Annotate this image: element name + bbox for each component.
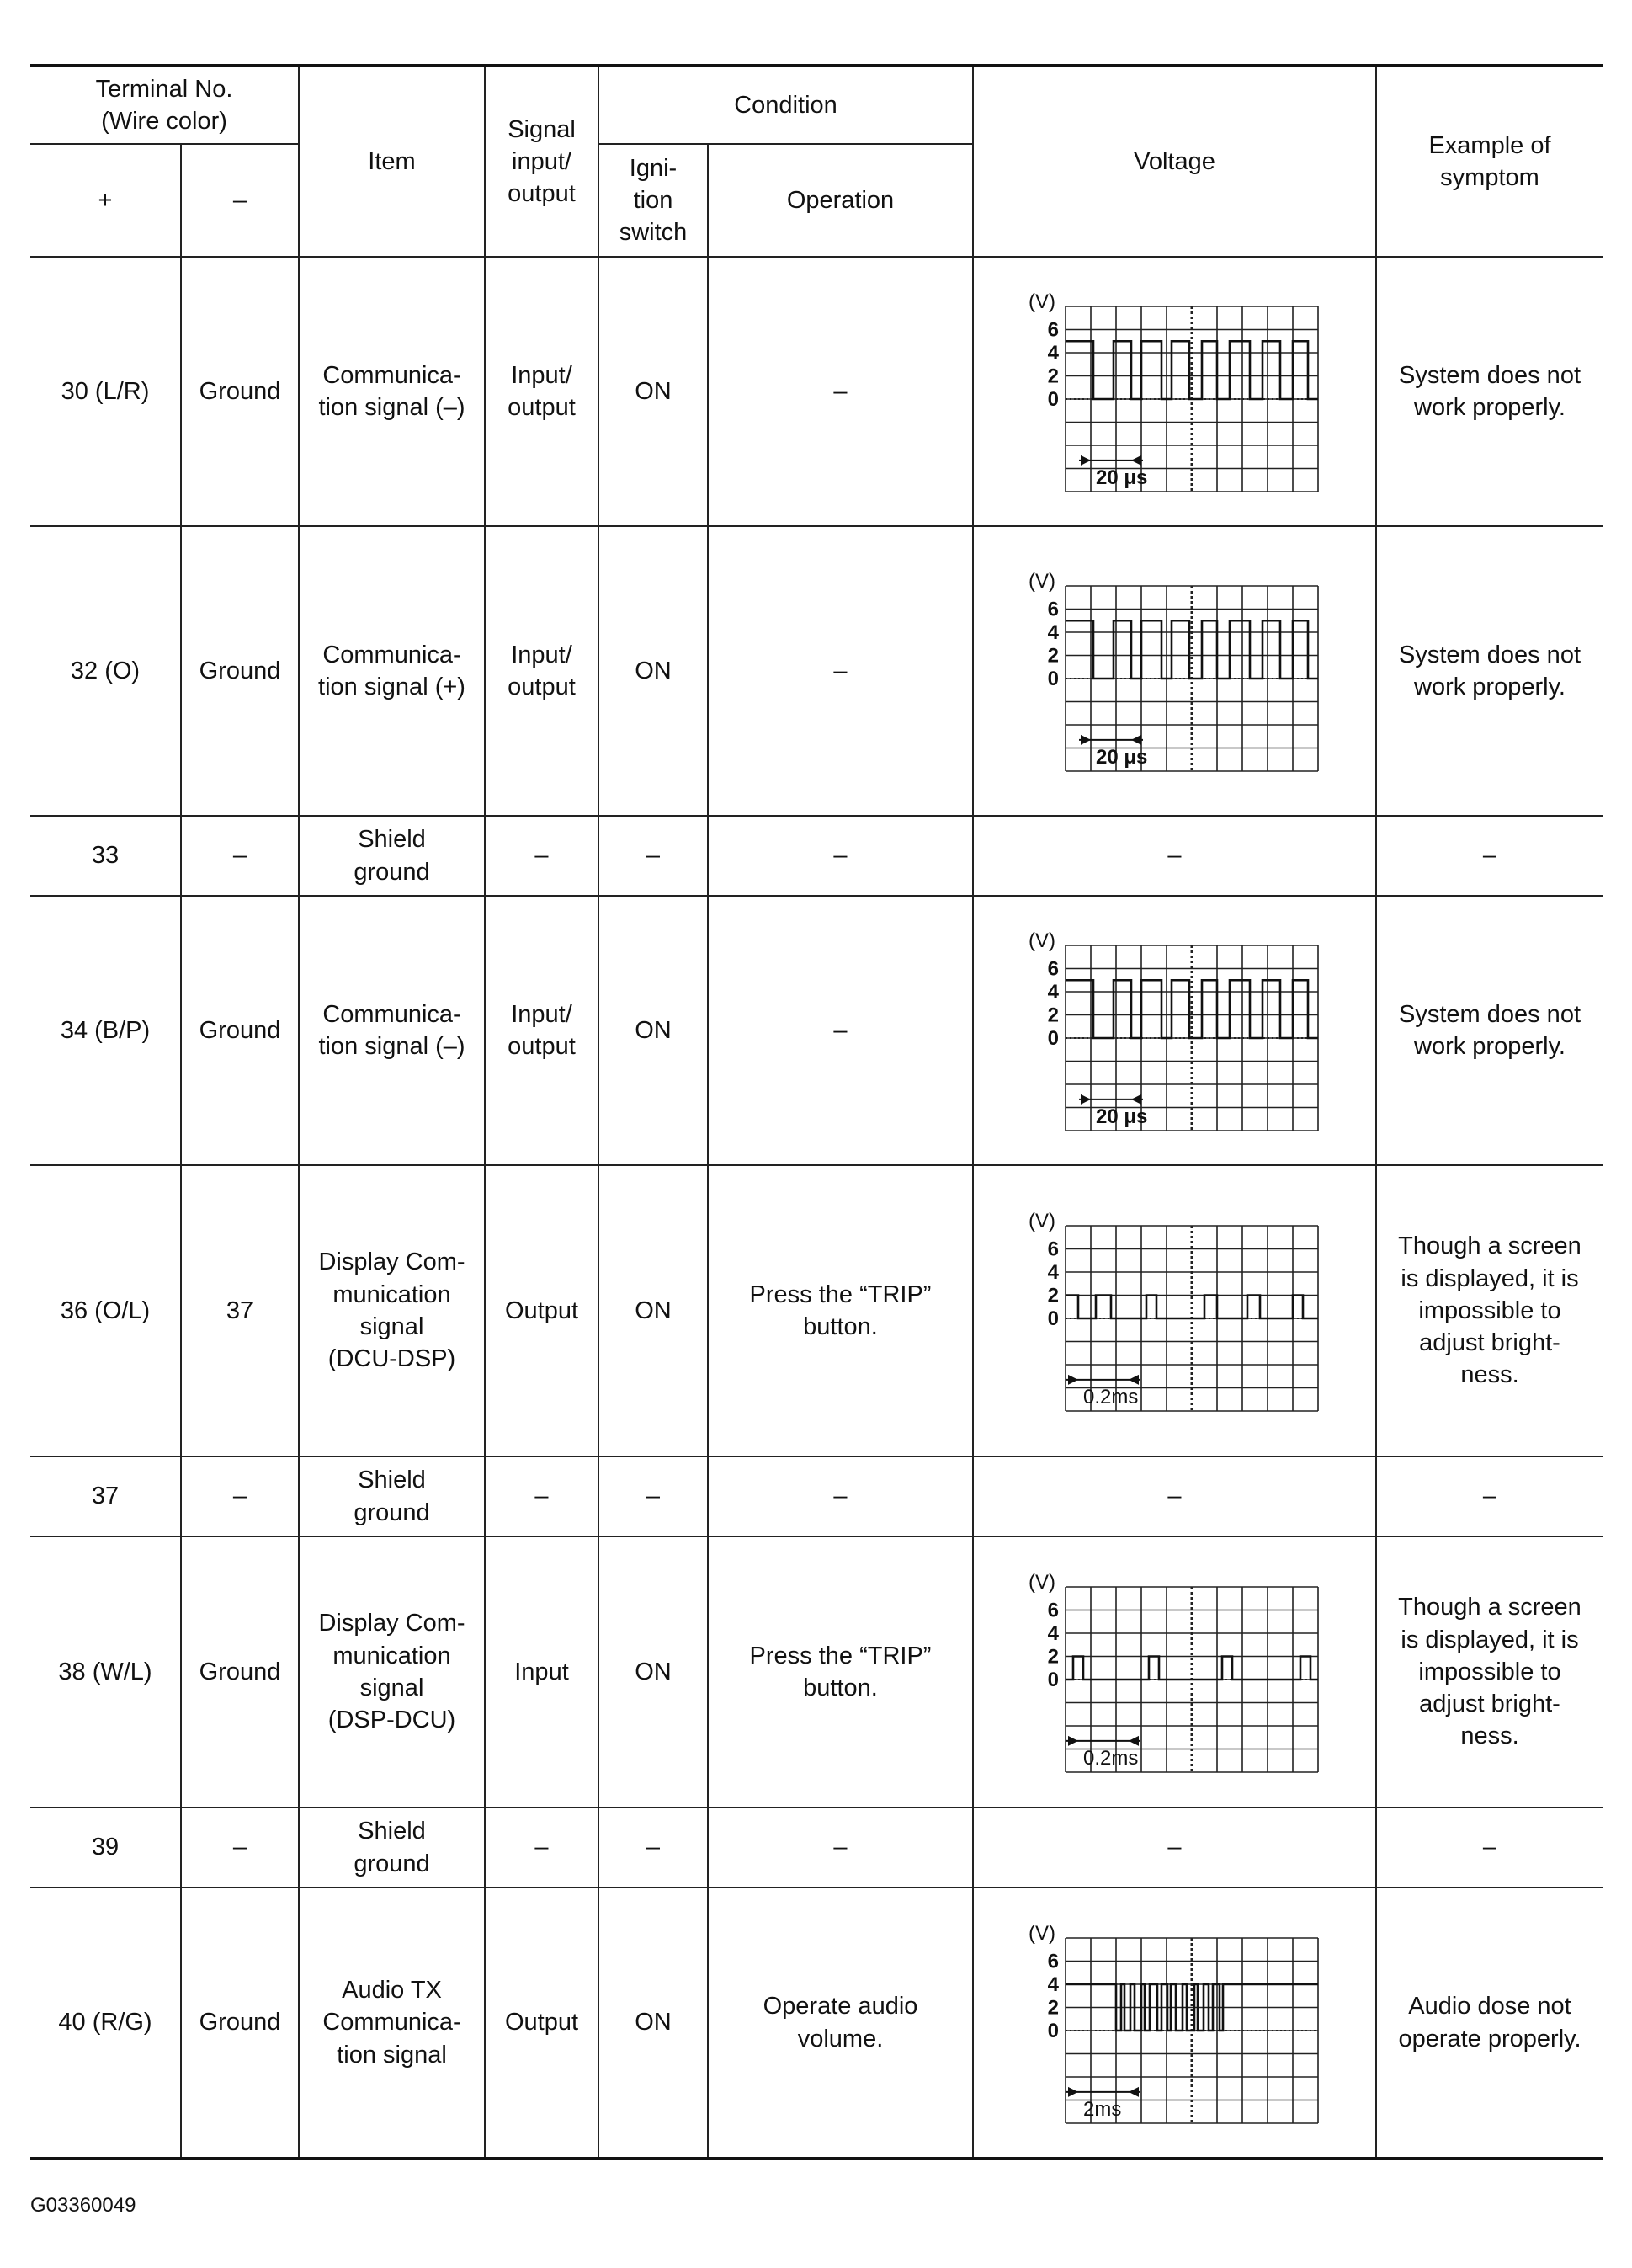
symptom-text: Though a screen is displayed, it is impossible to adjust bright- ness.: [1398, 1232, 1581, 1389]
operation-text: Operate audio volume.: [763, 1993, 918, 2052]
wave-y-tick: 4: [1047, 1973, 1059, 1996]
wave-y-tick: 6: [1047, 1950, 1059, 1973]
wave-y-tick: 6: [1047, 318, 1059, 342]
wave-y-tick: 2: [1047, 365, 1059, 388]
plus-text: 32 (O): [70, 657, 141, 684]
ignition-text: –: [646, 842, 661, 870]
cell-signal: [485, 1456, 598, 1536]
cell-ignition: [598, 1456, 708, 1536]
wave-y-tick: 4: [1047, 1261, 1059, 1284]
table-row: [30, 816, 1603, 896]
wave-y-tick: 2: [1047, 1004, 1059, 1027]
cell-minus: [181, 526, 299, 816]
header-symptom: Example of symptom: [1376, 66, 1603, 257]
wave-y-tick: 0: [1047, 2019, 1059, 2042]
ignition-text: ON: [635, 1658, 672, 1685]
symptom-text: System does not work properly.: [1399, 641, 1581, 700]
cell-item: [299, 526, 485, 816]
arrow-right-icon: [1068, 1736, 1078, 1746]
symptom-text: –: [1482, 1483, 1497, 1510]
wave-y-unit: (V): [1028, 929, 1055, 952]
cell-ignition: [598, 526, 708, 816]
table-row: [30, 1536, 1603, 1807]
arrow-left-icon: [1129, 1375, 1139, 1385]
plus-text: 39: [91, 1834, 120, 1861]
cell-minus: [181, 1536, 299, 1807]
plus-text: 40 (R/G): [58, 2009, 152, 2036]
arrow-right-icon: [1081, 735, 1091, 745]
voltage-text: –: [1167, 1834, 1182, 1861]
table-row: [30, 896, 1603, 1165]
cell-operation: [708, 1807, 973, 1887]
header-condition: Condition: [598, 66, 973, 144]
signal-text: Input/ output: [508, 1000, 576, 1060]
voltage-waveform: [1015, 1909, 1335, 2137]
header-ignition: Igni- tion switch: [598, 144, 708, 257]
signal-text: Input: [514, 1658, 569, 1685]
voltage-text: –: [1167, 842, 1182, 870]
wave-y-tick: 2: [1047, 1645, 1059, 1669]
signal-text: Input/ output: [508, 361, 576, 421]
plus-text: 38 (W/L): [58, 1658, 152, 1685]
wave-y-tick: 0: [1047, 668, 1059, 690]
cell-item: [299, 1536, 485, 1807]
wave-trace: [1066, 341, 1318, 399]
arrow-right-icon: [1068, 2086, 1078, 2096]
cell-minus: [181, 257, 299, 526]
operation-text: –: [833, 842, 848, 870]
cell-voltage: [973, 1165, 1376, 1456]
arrow-right-icon: [1081, 1094, 1091, 1105]
voltage-waveform: [1015, 557, 1335, 785]
cell-operation: [708, 1165, 973, 1456]
cell-plus: [30, 896, 181, 1165]
symptom-text: Though a screen is displayed, it is impossible to adjust bright- ness.: [1398, 1594, 1581, 1750]
ignition-text: –: [646, 1834, 661, 1861]
cell-plus: [30, 1165, 181, 1456]
table-row: [30, 526, 1603, 816]
cell-symptom: [1376, 257, 1603, 526]
ignition-text: ON: [635, 2009, 672, 2036]
table-row: [30, 1165, 1603, 1456]
cell-symptom: [1376, 896, 1603, 1165]
cell-voltage: [973, 526, 1376, 816]
cell-item: [299, 1165, 485, 1456]
cell-plus: [30, 1807, 181, 1887]
cell-voltage: [973, 1536, 1376, 1807]
table-row: [30, 257, 1603, 526]
cell-plus: [30, 1536, 181, 1807]
wave-y-tick: 0: [1047, 1307, 1059, 1330]
item-text: Display Com- munication signal (DSP-DCU): [318, 1610, 465, 1734]
wave-y-tick: 2: [1047, 644, 1059, 668]
item-text: Shield ground: [354, 1818, 430, 1877]
wave-trace: [1066, 620, 1318, 679]
symptom-text: –: [1482, 842, 1497, 870]
cell-symptom: [1376, 1165, 1603, 1456]
header-signal: Signal input/ output: [485, 66, 598, 257]
operation-text: Press the “TRIP” button.: [749, 1642, 932, 1701]
cell-item: [299, 896, 485, 1165]
wave-time-label: 0.2ms: [1082, 1746, 1138, 1770]
operation-text: –: [833, 657, 848, 684]
signal-text: –: [534, 842, 549, 870]
cell-item: [299, 816, 485, 896]
cell-ignition: [598, 1807, 708, 1887]
wave-time-label: 20 μs: [1095, 466, 1147, 489]
wave-y-tick: 2: [1047, 1284, 1059, 1307]
item-text: Shield ground: [354, 1467, 430, 1526]
wave-y-tick: 6: [1047, 1238, 1059, 1261]
operation-text: –: [833, 1016, 848, 1044]
wave-y-tick: 0: [1047, 388, 1059, 411]
cell-ignition: [598, 1165, 708, 1456]
arrow-left-icon: [1129, 1736, 1139, 1746]
symptom-text: System does not work properly.: [1399, 1000, 1581, 1060]
cell-symptom: [1376, 1456, 1603, 1536]
cell-minus: [181, 1887, 299, 2159]
header-operation: Operation: [708, 144, 973, 257]
wave-y-tick: 0: [1047, 1669, 1059, 1691]
minus-text: Ground: [199, 657, 281, 684]
signal-text: –: [534, 1483, 549, 1510]
cell-symptom: [1376, 526, 1603, 816]
wave-y-unit: (V): [1028, 1571, 1055, 1594]
header-minus: –: [181, 144, 299, 257]
cell-signal: [485, 1536, 598, 1807]
cell-signal: [485, 816, 598, 896]
wave-y-unit: (V): [1028, 290, 1055, 313]
wave-y-tick: 4: [1047, 621, 1059, 644]
symptom-text: –: [1482, 1834, 1497, 1861]
cell-ignition: [598, 816, 708, 896]
cell-signal: [485, 896, 598, 1165]
wave-time-label: 0.2ms: [1082, 1385, 1138, 1408]
table-body: [30, 257, 1603, 2159]
cell-symptom: [1376, 816, 1603, 896]
ignition-text: –: [646, 1483, 661, 1510]
plus-text: 33: [91, 842, 120, 870]
cell-operation: [708, 816, 973, 896]
cell-minus: [181, 896, 299, 1165]
minus-text: Ground: [199, 377, 281, 405]
operation-text: –: [833, 1483, 848, 1510]
header-item: Item: [299, 66, 485, 257]
header-voltage: Voltage: [973, 66, 1376, 257]
ignition-text: ON: [635, 1296, 672, 1324]
wave-y-tick: 6: [1047, 598, 1059, 621]
cell-signal: [485, 526, 598, 816]
minus-text: Ground: [199, 2009, 281, 2036]
cell-operation: [708, 1456, 973, 1536]
cell-minus: [181, 1456, 299, 1536]
voltage-waveform: [1015, 1558, 1335, 1786]
ignition-text: ON: [635, 377, 672, 405]
signal-text: –: [534, 1834, 549, 1861]
cell-voltage: [973, 1807, 1376, 1887]
table-header: [30, 66, 1603, 257]
wave-y-tick: 6: [1047, 957, 1059, 981]
wave-y-unit: (V): [1028, 1921, 1055, 1945]
cell-operation: [708, 1536, 973, 1807]
minus-text: 37: [226, 1296, 254, 1324]
cell-symptom: [1376, 1807, 1603, 1887]
header-plus: +: [30, 144, 181, 257]
arrow-left-icon: [1131, 735, 1141, 745]
minus-text: –: [232, 1834, 247, 1861]
arrow-right-icon: [1068, 1375, 1078, 1385]
cell-plus: [30, 1456, 181, 1536]
cell-voltage: [973, 257, 1376, 526]
item-text: Communica- tion signal (–): [318, 361, 465, 421]
cell-ignition: [598, 1536, 708, 1807]
cell-item: [299, 1887, 485, 2159]
cell-operation: [708, 257, 973, 526]
wave-trace: [1066, 980, 1318, 1038]
table-row: [30, 1887, 1603, 2159]
cell-operation: [708, 896, 973, 1165]
cell-operation: [708, 1887, 973, 2159]
wave-time-label: 2ms: [1082, 2097, 1121, 2121]
cell-minus: [181, 1165, 299, 1456]
wave-time-label: 20 μs: [1095, 1105, 1147, 1128]
item-text: Shield ground: [354, 826, 430, 886]
minus-text: Ground: [199, 1658, 281, 1685]
wave-y-tick: 4: [1047, 342, 1059, 365]
minus-text: –: [232, 842, 247, 870]
wave-y-unit: (V): [1028, 570, 1055, 593]
operation-text: –: [833, 1834, 848, 1861]
cell-signal: [485, 1165, 598, 1456]
wave-y-tick: 6: [1047, 1599, 1059, 1622]
cell-voltage: [973, 1887, 1376, 2159]
cell-ignition: [598, 257, 708, 526]
cell-signal: [485, 1807, 598, 1887]
table-row: [30, 1807, 1603, 1887]
cell-ignition: [598, 896, 708, 1165]
minus-text: Ground: [199, 1016, 281, 1044]
terminal-table: [30, 64, 1603, 2160]
figure-code: G03360049: [30, 2194, 136, 2217]
voltage-waveform: [1015, 278, 1335, 505]
item-text: Communica- tion signal (–): [318, 1000, 465, 1060]
header-terminal: Terminal No. (Wire color): [30, 66, 299, 144]
cell-minus: [181, 1807, 299, 1887]
arrow-left-icon: [1131, 1094, 1141, 1105]
wave-y-tick: 4: [1047, 1622, 1059, 1645]
cell-item: [299, 257, 485, 526]
plus-text: 36 (O/L): [60, 1296, 151, 1324]
operation-text: Press the “TRIP” button.: [749, 1280, 932, 1340]
cell-operation: [708, 526, 973, 816]
item-text: Communica- tion signal (+): [318, 641, 465, 700]
ignition-text: ON: [635, 1016, 672, 1044]
cell-plus: [30, 257, 181, 526]
cell-signal: [485, 257, 598, 526]
minus-text: –: [232, 1483, 247, 1510]
arrow-left-icon: [1129, 2086, 1139, 2096]
voltage-text: –: [1167, 1483, 1182, 1510]
symptom-text: System does not work properly.: [1399, 361, 1581, 421]
symptom-text: Audio dose not operate properly.: [1398, 1993, 1581, 2052]
arrow-left-icon: [1131, 455, 1141, 466]
plus-text: 34 (B/P): [60, 1016, 151, 1044]
signal-text: Output: [504, 2009, 579, 2036]
cell-voltage: [973, 816, 1376, 896]
arrow-right-icon: [1081, 455, 1091, 466]
cell-minus: [181, 816, 299, 896]
cell-signal: [485, 1887, 598, 2159]
wave-y-unit: (V): [1028, 1210, 1055, 1232]
cell-plus: [30, 1887, 181, 2159]
voltage-waveform: [1015, 1197, 1335, 1424]
cell-voltage: [973, 896, 1376, 1165]
wave-time-label: 20 μs: [1095, 745, 1147, 769]
ignition-text: ON: [635, 657, 672, 684]
cell-symptom: [1376, 1887, 1603, 2159]
cell-voltage: [973, 1456, 1376, 1536]
table-row: [30, 1456, 1603, 1536]
wave-y-tick: 0: [1047, 1027, 1059, 1050]
cell-symptom: [1376, 1536, 1603, 1807]
wave-y-tick: 2: [1047, 1996, 1059, 2019]
operation-text: –: [833, 377, 848, 405]
cell-plus: [30, 816, 181, 896]
cell-item: [299, 1807, 485, 1887]
terminal-spec-sheet: [30, 64, 1603, 2160]
signal-text: Input/ output: [508, 641, 576, 700]
cell-plus: [30, 526, 181, 816]
plus-text: 37: [91, 1483, 120, 1510]
item-text: Display Com- munication signal (DCU-DSP): [318, 1248, 465, 1373]
plus-text: 30 (L/R): [61, 377, 150, 405]
cell-item: [299, 1456, 485, 1536]
cell-ignition: [598, 1887, 708, 2159]
wave-y-tick: 4: [1047, 981, 1059, 1004]
signal-text: Output: [504, 1296, 579, 1324]
item-text: Audio TX Communica- tion signal: [322, 1977, 461, 2068]
voltage-waveform: [1015, 917, 1335, 1144]
